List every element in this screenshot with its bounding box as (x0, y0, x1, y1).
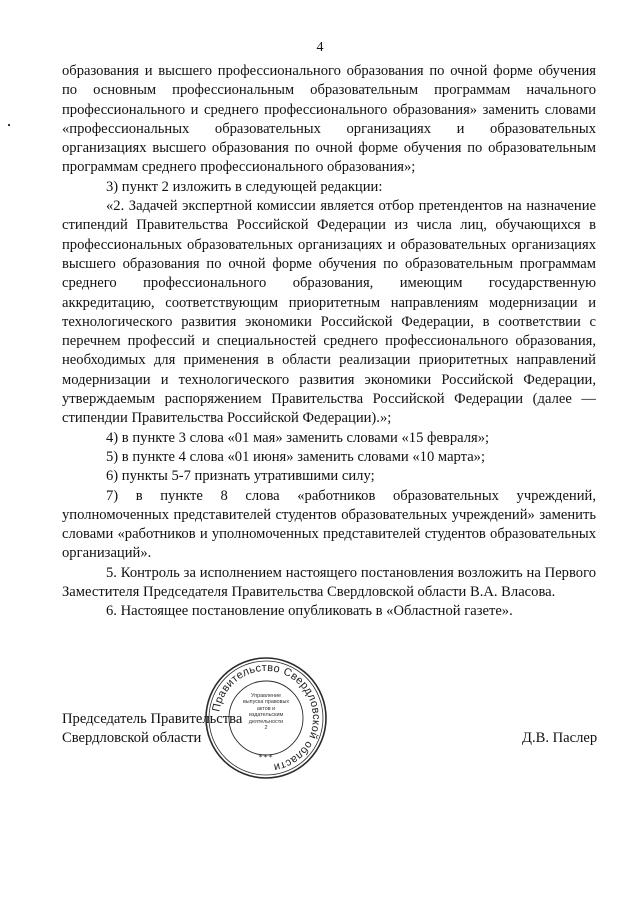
seal-inner-line: актов и издательским (248, 705, 284, 719)
paragraph: 6) пункты 5-7 признать утратившими силу; (106, 468, 375, 485)
seal-inner-line: выпуска правовых (242, 699, 290, 706)
seal-ring-text: Правительство Свердловской области (210, 661, 323, 774)
seal-inner-line: Управление (251, 693, 281, 699)
paragraph: 5. Контроль за исполнением настоящего постановления возложить на Первого Заместителя Председателя Правительства Свердловской области В.А. Власова. (62, 564, 596, 601)
seal-inner-line: 2 (264, 725, 268, 732)
seal-inner-text (239, 693, 293, 731)
paragraph: 6. Настоящее постановление опубликовать в «Областной газете». (106, 603, 513, 620)
paragraph: образования и высшего профессионального образования по очной форме обучения по основным профессиональным образовательным программам начального профессионального и среднего профессионального образования» заменить словами «профессиональных образовательных организациях и образовательных организациях высшего образования по очной форме обучения по образовательным программам среднего профессионального образования»; (62, 63, 596, 176)
signatory-name: Д.В. Паслер (522, 730, 598, 746)
page-number: 4 (316, 40, 324, 55)
document-body (62, 62, 596, 622)
seal-inner-line: деятельности (248, 718, 284, 725)
signature-title-line1: Председатель Правительства (62, 711, 243, 727)
stray-mark (8, 124, 10, 126)
seal-stars: *** (258, 753, 274, 762)
paragraph: «2. Задачей экспертной комиссии является отбор претендентов на назначение стипендий Правительства Российской Федерации из числа лиц, обучающихся в профессиональных образовательных организациях и образовательных организациях высшего образования по очной форме обучения по образовательным программам среднего профессионального образования, имеющим государственную аккредитацию, соответствующим приоритетным направлениям модернизации и технологического развития экономики Российской Федерации, в соответствии с перечнем профессий и специальностей среднего профессионального образования, необходимых для применения в области реализации приоритетных направлений модернизации и технологического развития экономики Российской Федерации, утверждаемым распоряжением Правительства Российской Федерации (далее — стипендии Правительства Российской Федерации).»; (62, 198, 596, 427)
paragraph: 3) пункт 2 изложить в следующей редакции: (106, 178, 383, 195)
signature-title-line2: Свердловской области (62, 730, 202, 747)
paragraph: 5) в пункте 4 слова «01 июня» заменить словами «10 марта»; (106, 448, 486, 465)
paragraph: 7) в пункте 8 слова «работников образовательных учреждений, уполномоченных представителей студентов образовательных учреждений» заменить словами «работников и уполномоченных представителей студентов образовательных организаций». (62, 487, 596, 562)
seal (203, 655, 329, 781)
paragraph: 4) в пункте 3 слова «01 мая» заменить словами «15 февраля»; (106, 429, 490, 446)
